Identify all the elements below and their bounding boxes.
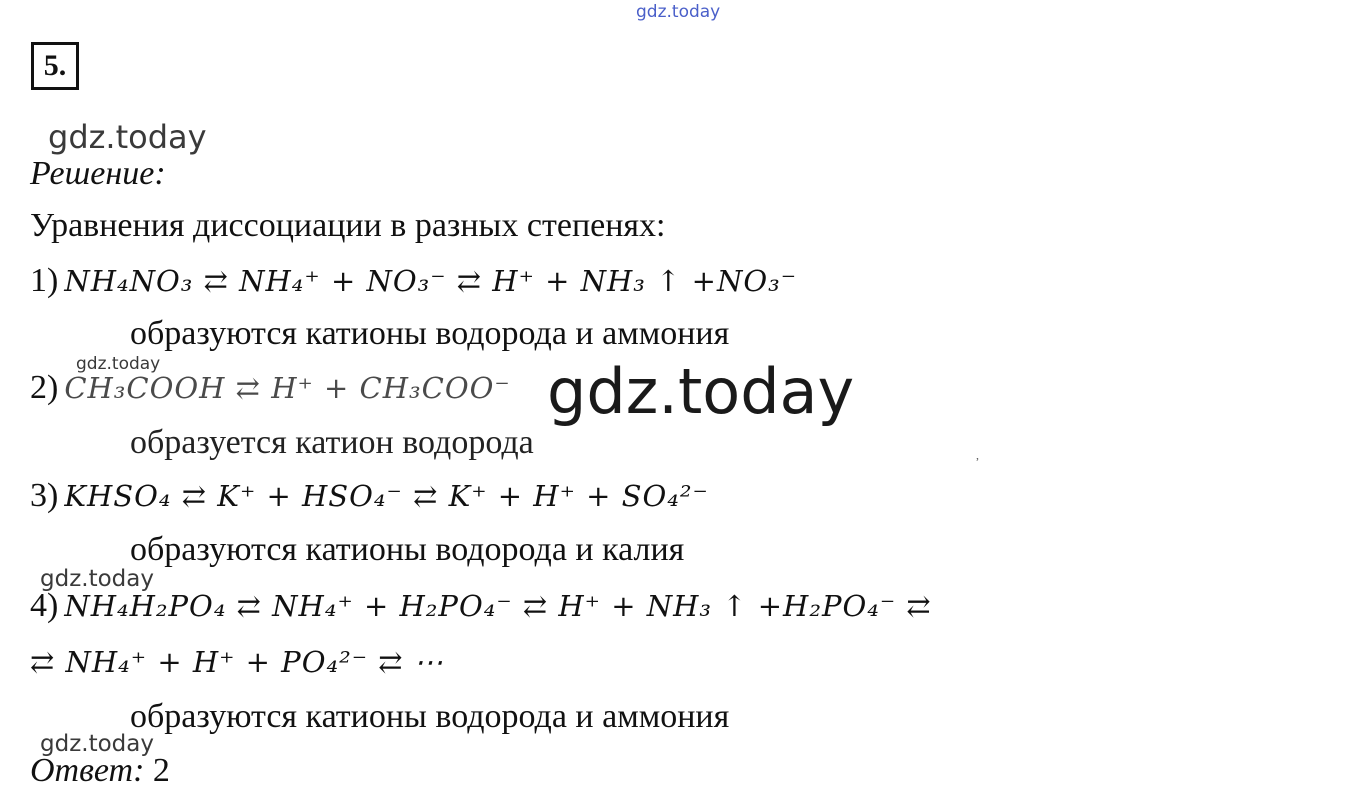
watermark: gdz.today [40, 566, 154, 592]
equation-note: образуется катион водорода [130, 424, 534, 461]
equation-number: 3) [30, 477, 59, 514]
solution-heading: Решение: [30, 155, 166, 192]
equation-number: 2) [30, 369, 59, 406]
speck: , [976, 448, 979, 462]
intro-text: Уравнения диссоциации в разных степенях: [30, 207, 666, 244]
equation-3 [30, 477, 709, 515]
equation-formula: NH₄NO₃ ⇄ NH₄⁺ + NO₃⁻ ⇄ H⁺ + NH₃ ↑ +NO₃⁻ [64, 264, 798, 298]
equation-note: образуются катионы водорода и аммония [130, 315, 730, 352]
equation-formula: KHSO₄ ⇄ K⁺ + HSO₄⁻ ⇄ K⁺ + H⁺ + SO₄²⁻ [64, 479, 709, 513]
equation-note: образуются катионы водорода и аммония [130, 698, 730, 735]
answer-label: Ответ: [30, 752, 145, 789]
task-number: 5. [31, 42, 79, 90]
answer-value: 2 [152, 752, 170, 789]
equation-note: образуются катионы водорода и калия [130, 531, 685, 568]
watermark-large: gdz.today [547, 355, 855, 428]
watermark: gdz.today [76, 354, 161, 374]
equation-number: 1) [30, 262, 59, 299]
watermark: gdz.today [40, 731, 154, 757]
watermark-top: gdz.today [636, 2, 721, 22]
equation-4-continued [30, 645, 444, 679]
equation-formula: CH₃COOH ⇄ H⁺ + CH₃COO⁻ [64, 371, 511, 405]
equation-formula: NH₄H₂PO₄ ⇄ NH₄⁺ + H₂PO₄⁻ ⇄ H⁺ + NH₃ ↑ +H₂PO₄⁻ ⇄ [64, 589, 932, 623]
equation-number: 4) [30, 587, 59, 624]
equation-formula-continued: ⇄ NH₄⁺ + H⁺ + PO₄²⁻ ⇄ ⋯ [30, 645, 444, 679]
watermark: gdz.today [48, 118, 207, 156]
equation-2 [30, 369, 511, 407]
equation-4 [30, 587, 932, 625]
answer [30, 752, 170, 790]
equation-1 [30, 262, 797, 300]
